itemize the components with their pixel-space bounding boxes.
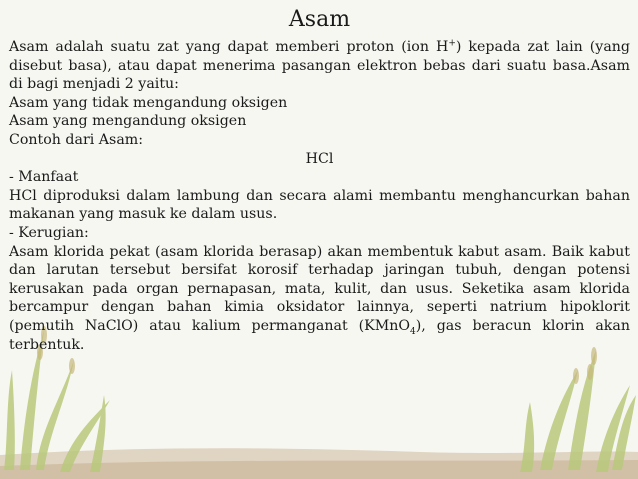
intro-text-before: Asam adalah suatu zat yang dapat memberi proton (ion H [9,39,449,55]
acid-type-2: Asam yang mengandung oksigen [9,113,247,130]
example-heading: Contoh dari Asam: [9,131,144,148]
permanganate-subscript: 4 [410,326,416,337]
harm-text-before: Asam klorida pekat (asam klorida berasap) akan membentuk kabut asam. Baik kabut dan larutan tersebut bersifat korosif terhadap jaringan tubuh, dengan potensi kerusakan pada organ pernapasan, mata, kulit, dan usus. Seketika asam klorida bercampur dengan bahan kimia oksidator lainnya, seperti natrium hipoklorit (pemutih NaClO) atau kalium permanganat (KMnO [9,243,630,334]
example-name: HCl [305,150,334,167]
benefit-text: HCl diproduksi dalam lambung dan secara alami membantu menghancurkan bahan makanan yang masuk ke dalam usus. [9,187,630,223]
benefit-heading: - Manfaat [9,169,79,186]
intro-paragraph [9,38,630,94]
acid-type-1: Asam yang tidak mengandung oksigen [9,94,288,111]
harm-heading: - Kerugian: [9,224,89,241]
slide-content [9,6,630,354]
harm-paragraph [9,243,630,355]
hydrogen-charge: + [448,38,456,49]
harm-text-after: ), gas beracun klorin akan terbentuk. [9,317,630,353]
intro-text-after: ) kepada zat lain (yang disebut basa), atau dapat menerima pasangan elektron bebas dari suatu basa.Asam di bagi menjadi 2 yaitu: [9,39,631,93]
slide-title: Asam [288,7,351,32]
